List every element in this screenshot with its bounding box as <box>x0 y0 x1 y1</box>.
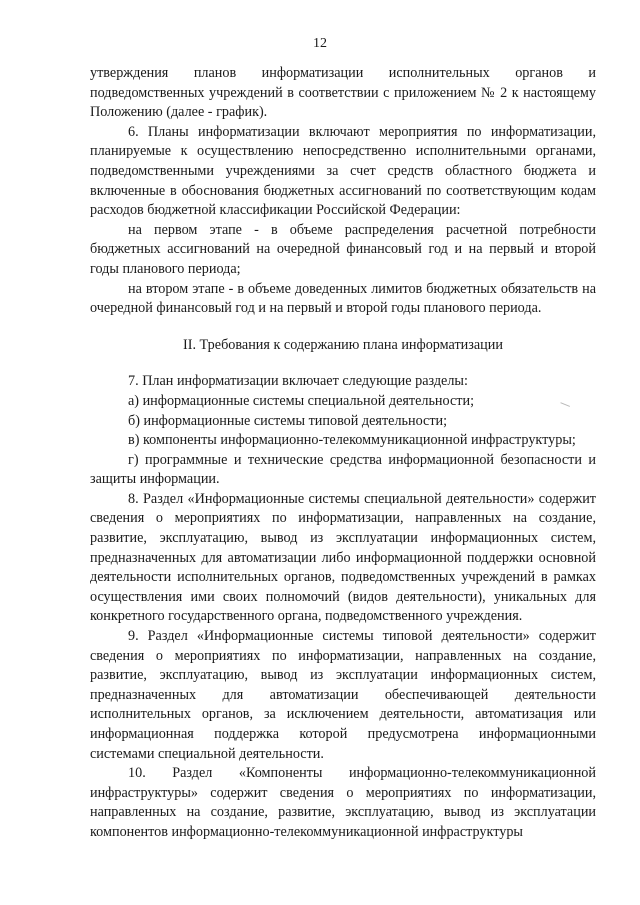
paragraph-8: 8. Раздел «Информационные системы специальной деятельности» содержит сведения о мероприятиях по информатизации, направленных на создание, развитие, эксплуатацию, вывод из эксплуатации информационных систем, предназначенных для автоматизации либо информационной поддержки основной деятельности исполнительных органов, подведомственных учреждений в рамках осуществления ими своих полномочий (видов деятельности), уникальных для конкретного государственного органа, подведомственного учреждения. <box>90 490 596 625</box>
paragraph-6: 6. Планы информатизации включают мероприятия по информатизации, планируемые к осуществлению непосредственно исполнительными органами, подведомственными учреждениями за счет средств областного бюджета и включенные в обоснования бюджетных ассигнований по соответствующим кодам расходов бюджетной классификации Российской Федерации: <box>90 123 596 219</box>
paragraph-7: 7. План информатизации включает следующие разделы: <box>128 373 468 390</box>
paragraph-9: 9. Раздел «Информационные системы типовой деятельности» содержит сведения о мероприятиях по информатизации, направленных на создание, развитие, эксплуатацию, вывод из эксплуатации информационных систем, предназначенных для автоматизации обеспечивающей деятельности исполнительных органов, за исключением деятельности, автоматизация или информационная поддержка которой предусмотрена информационными системами специальной деятельности. <box>90 628 596 762</box>
paragraph-7-item-d: г) программные и технические средства информационной безопасности и защиты информации. <box>90 451 596 488</box>
paragraph-6-second-stage: на втором этапе - в объеме доведенных лимитов бюджетных обязательств на очередной финансовый год и на первый и второй годы планового периода. <box>90 280 596 317</box>
paragraph-7-item-c: в) компоненты информационно-телекоммуникационной инфраструктуры; <box>128 432 576 449</box>
document-body <box>90 64 596 843</box>
paragraph-7-item-b: б) информационные системы типовой деятельности; <box>128 412 448 429</box>
paragraph-6-first-stage: на первом этапе - в объеме распределения расчетной потребности бюджетных ассигнований на очередной финансовый год и на первый и второй годы планового периода; <box>90 221 596 277</box>
section-heading: II. Требования к содержанию плана информатизации <box>183 336 503 353</box>
paragraph-10: 10. Раздел «Компоненты информационно-телекоммуникационной инфраструктуры» содержит сведения о мероприятиях по информатизации, направленных на создание, развитие, эксплуатацию, вывод из эксплуатации компонентов информационно-телекоммуникационной инфраструктуры <box>90 765 596 840</box>
paragraph-7-item-a: а) информационные системы специальной деятельности; <box>128 392 475 409</box>
page-number: 12 <box>313 36 327 51</box>
paragraph-continued: утверждения планов информатизации исполнительных органов и подведомственных учреждений в соответствии с приложением № 2 к настоящему Положению (далее - график). <box>90 65 596 121</box>
